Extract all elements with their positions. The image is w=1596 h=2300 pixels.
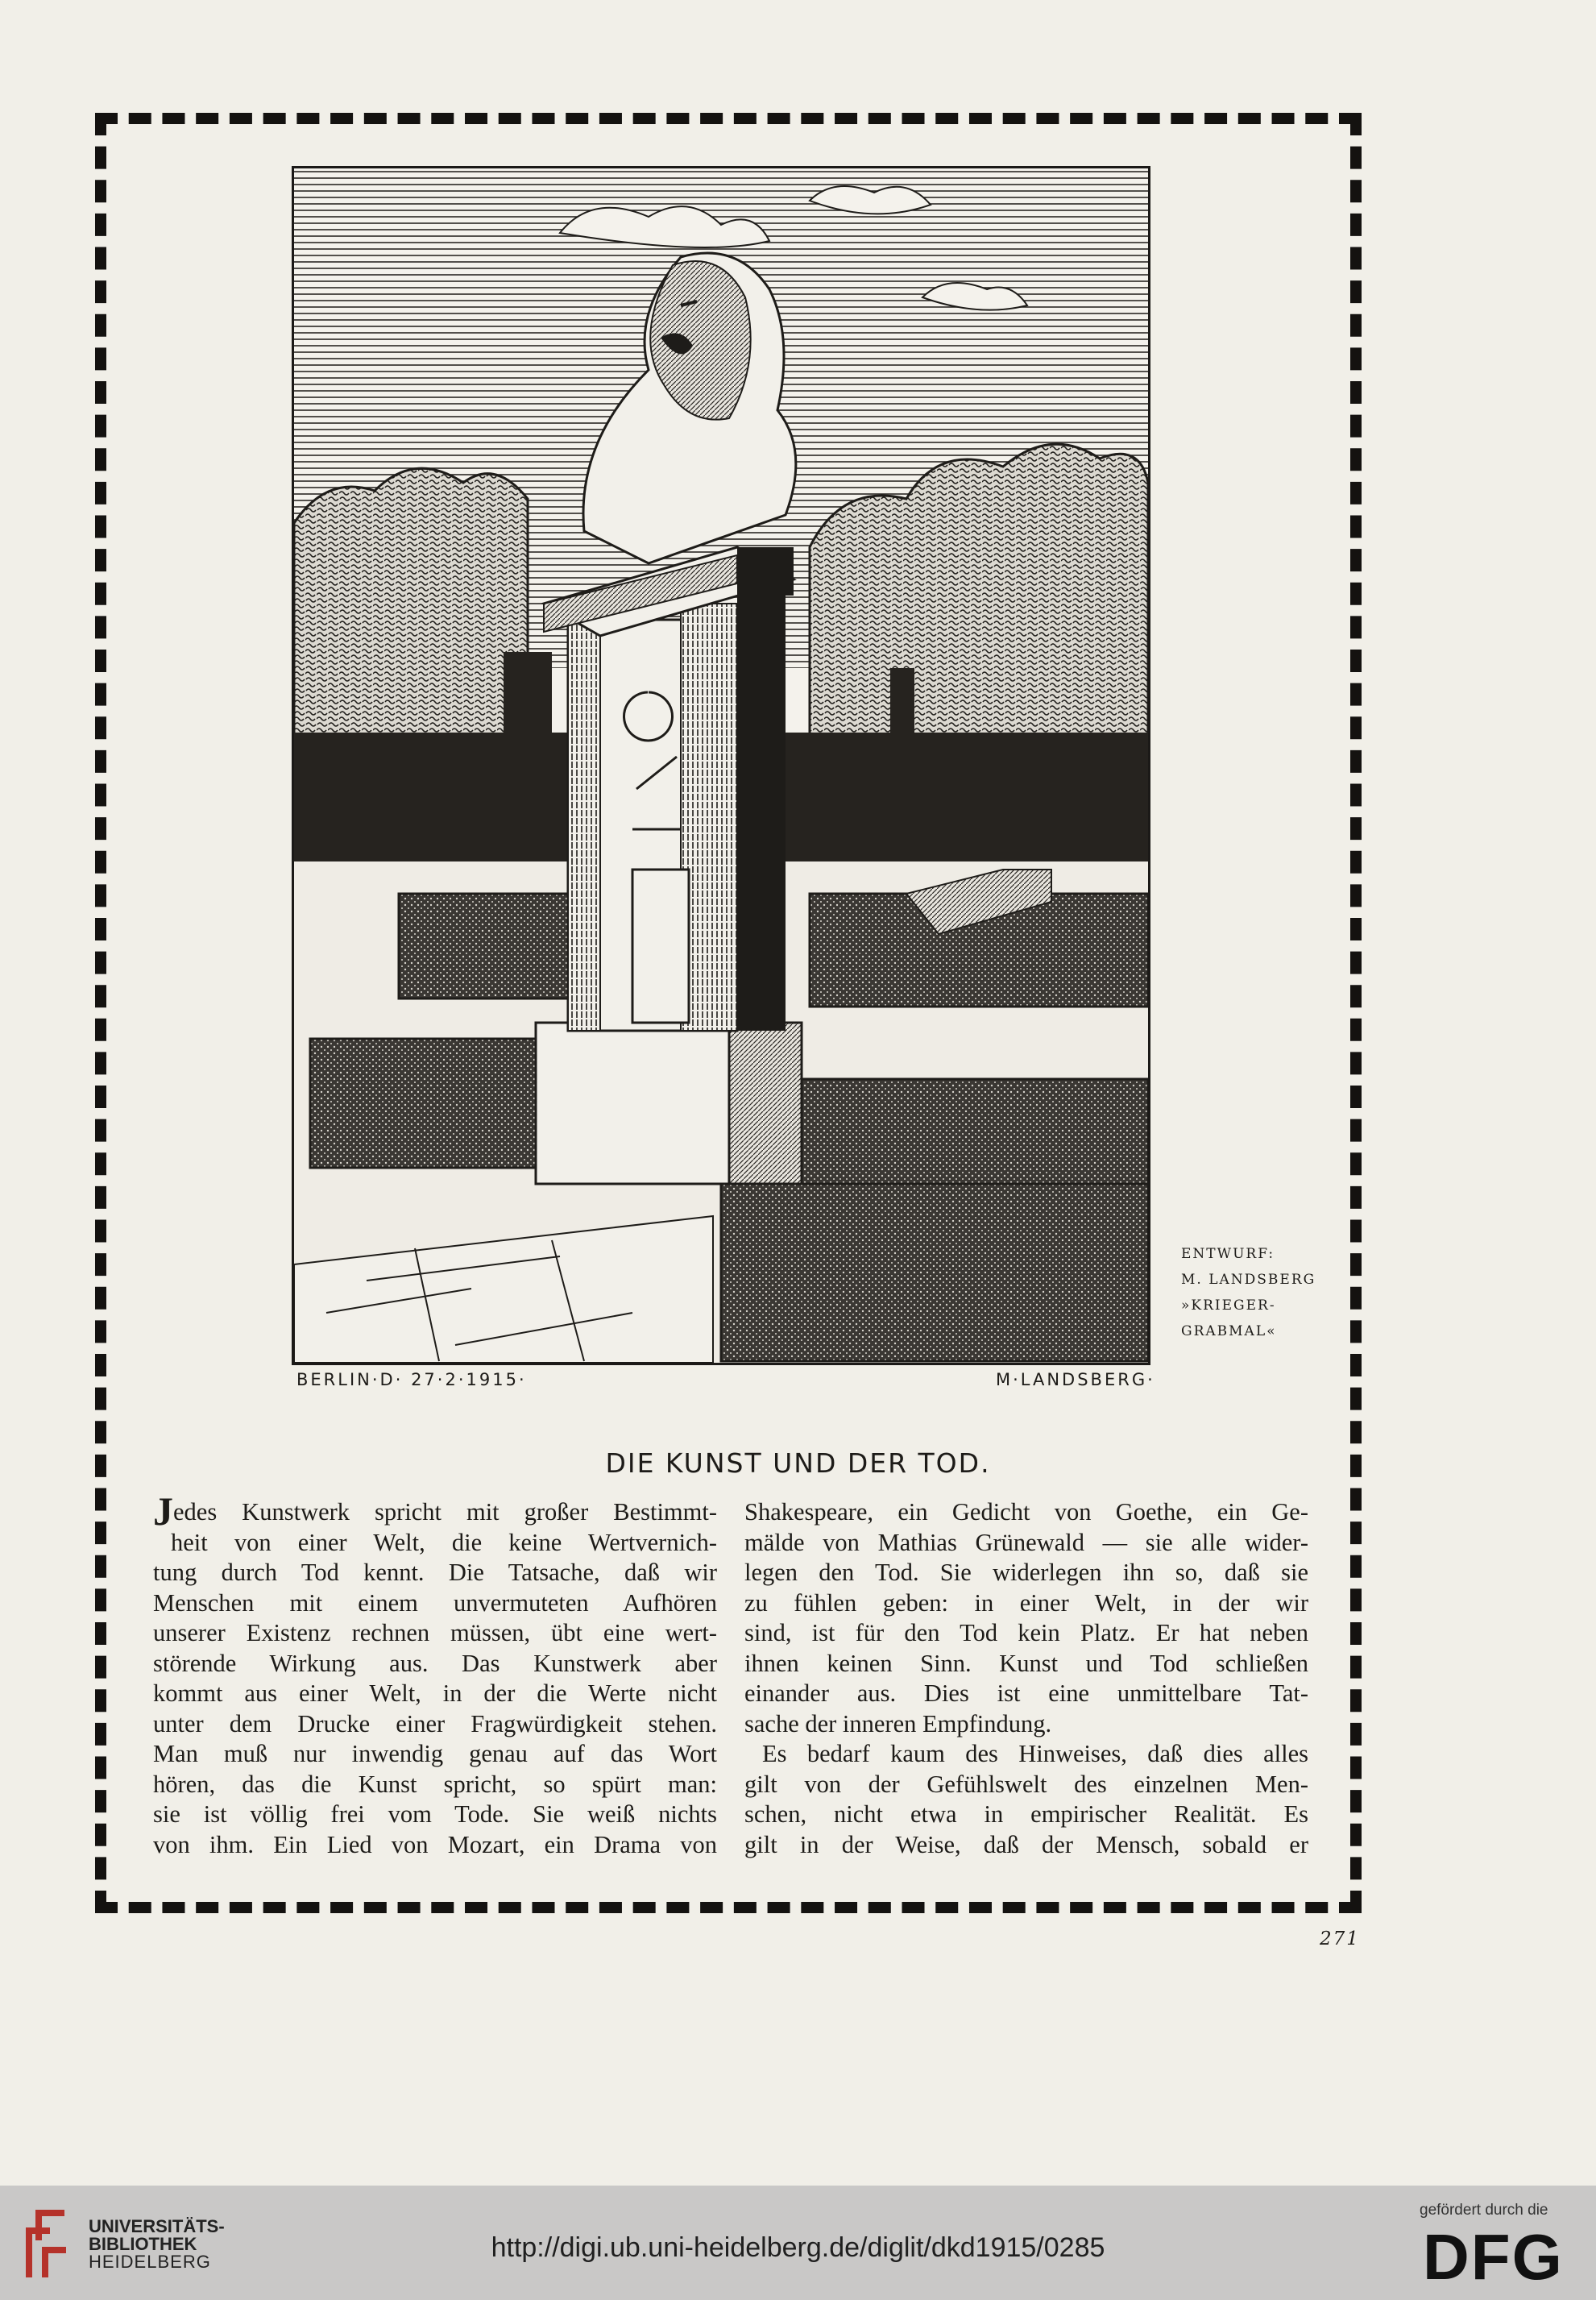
digitization-footer [0, 2186, 1596, 2300]
text-line: schen, nicht etwa in empirischer Realität. Es [744, 1800, 1308, 1828]
text-line [153, 1488, 717, 1534]
text-line: zu fühlen geben: in einer Welt, in der wir [744, 1588, 1308, 1617]
permalink-url[interactable]: http://digi.ub.uni-heidelberg.de/diglit/dkd1915/0285 [491, 2232, 1105, 2263]
drop-cap: J [153, 1488, 173, 1534]
text-line: unter dem Drucke einer Fragwürdigkeit stehen. [153, 1709, 717, 1737]
caption-line: »KRIEGER- [1181, 1297, 1276, 1314]
article-column-left [153, 1488, 717, 1860]
text-line: hören, das die Kunst spricht, so spürt man: [153, 1770, 717, 1798]
text-line: heit von einer Welt, die keine Wertvernich- [171, 1528, 717, 1556]
text-line: mälde von Mathias Grünewald — sie alle wider- [744, 1528, 1308, 1556]
text-line: sache der inneren Empfindung. [744, 1709, 1052, 1737]
text-line: störende Wirkung aus. Das Kunstwerk aber [153, 1649, 717, 1677]
text-line: unserer Existenz rechnen müssen, übt eine wert- [153, 1619, 717, 1646]
text-line: gilt in der Weise, daß der Mensch, sobald er [744, 1830, 1308, 1858]
caption-line: ENTWURF: [1181, 1246, 1275, 1262]
article-title: DIE KUNST UND DER TOD. [605, 1447, 991, 1479]
text-line: Es bedarf kaum des Hinweises, daß dies alles [762, 1740, 1308, 1767]
text-line: legen den Tod. Sie widerlegen ihn so, daß sie [744, 1559, 1308, 1586]
text-line: gilt von der Gefühlswelt des einzelnen Men- [744, 1770, 1308, 1798]
text-line: tung durch Tod kennt. Die Tatsache, daß wir [153, 1559, 717, 1586]
artist-date-inscription: BERLIN·D· 27·2·1915· [296, 1370, 527, 1389]
text-line: ihnen keinen Sinn. Kunst und Tod schließen [744, 1649, 1308, 1677]
funding-label: gefördert durch die [1420, 2202, 1548, 2219]
text-line: Man muß nur inwendig genau auf das Wort [153, 1740, 717, 1767]
illustration-war-memorial [292, 166, 1150, 1365]
text-line: Shakespeare, ein Gedicht von Goethe, ein Ge- [744, 1498, 1308, 1526]
article-column-right [744, 1497, 1308, 1860]
dfg-logo-icon[interactable]: DFG [1423, 2221, 1564, 2293]
caption-line: GRABMAL« [1181, 1323, 1277, 1339]
page-number: 271 [1320, 1928, 1360, 1949]
text-line: einander aus. Dies ist eine unmittelbare Tat- [744, 1679, 1308, 1707]
text-line: sind, ist für den Tod kein Platz. Er hat neben [744, 1619, 1308, 1646]
text-line: kommt aus einer Welt, in der die Werte nicht [153, 1679, 717, 1707]
library-name-line: BIBLIOTHEK [89, 2234, 197, 2254]
artist-signature: M·LANDSBERG· [996, 1370, 1155, 1389]
caption-line: M. LANDSBERG [1181, 1272, 1316, 1288]
text-line: Menschen mit einem unvermuteten Aufhören [153, 1588, 717, 1617]
library-name-line: HEIDELBERG [89, 2252, 211, 2272]
text-line: sie ist völlig frei vom Tode. Sie weiß nichts [153, 1800, 717, 1828]
text-line: von ihm. Ein Lied von Mozart, ein Drama von [153, 1830, 717, 1858]
text-line-content: edes Kunstwerk spricht mit großer Bestimmt- [173, 1498, 717, 1526]
memorial-drawing [294, 168, 1148, 1363]
library-name-line: UNIVERSITÄTS- [89, 2216, 225, 2236]
illustration-caption [1181, 1241, 1342, 1344]
